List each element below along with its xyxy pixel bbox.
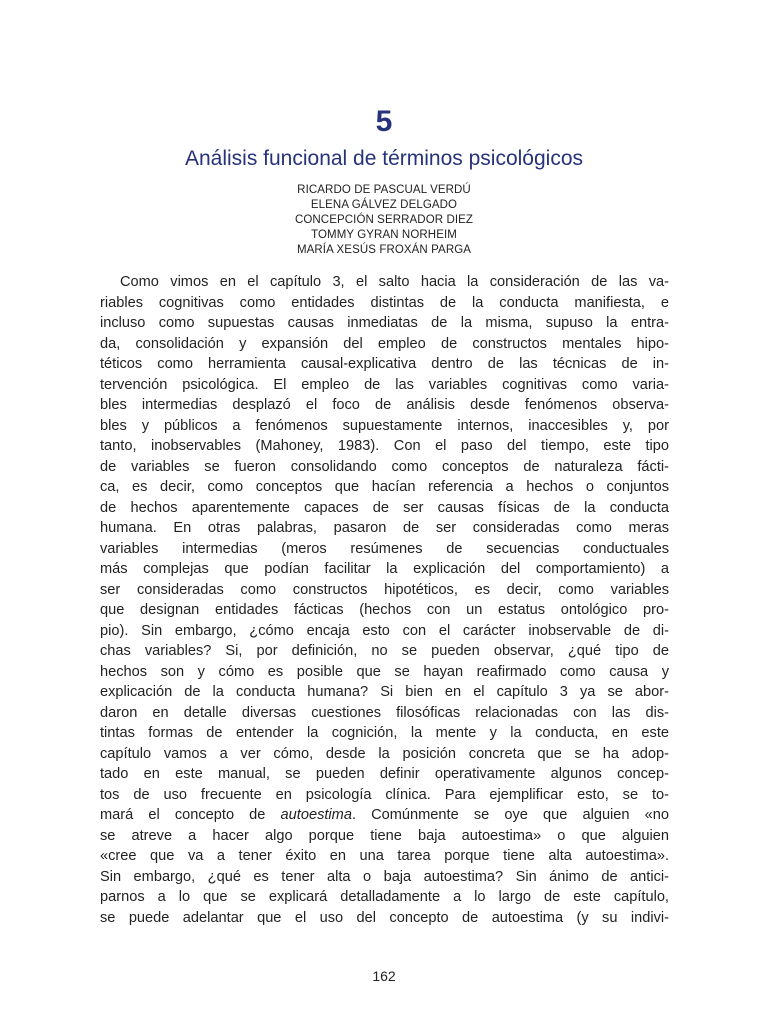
text-line: tos de uso frecuente en psicología clínica. Para ejemplificar esto, se to- xyxy=(100,786,669,803)
italic-term: autoestima xyxy=(280,807,352,823)
text-line: capítulo vamos a ver cómo, desde la posición concreta que se ha adop- xyxy=(100,745,669,762)
author-name: MARÍA XESÚS FROXÁN PARGA xyxy=(296,244,472,256)
text-line: se atreve a hacer algo porque tiene baja autoestima» o que alguien xyxy=(100,827,669,844)
text-line: humana. En otras palabras, pasaron de ser consideradas como meras xyxy=(100,520,669,536)
text-line: riables cognitivas como entidades distintas de la conducta manifiesta, e xyxy=(100,294,669,311)
text-line: bles y públicos a fenómenos supuestamente internos, inaccesibles y, por xyxy=(100,417,669,434)
text-line: chas variables? Si, por definición, no se pueden observar, ¿qué tipo de xyxy=(100,643,669,659)
text-line: ser consideradas como constructos hipotéticos, es decir, como variables xyxy=(100,581,669,598)
chapter-title: Análisis funcional de términos psicológicos xyxy=(184,147,584,170)
text-line: daron en detalle diversas cuestiones filosóficas relacionadas con las dis- xyxy=(100,704,669,721)
text-line: que designan entidades fácticas (hechos con un estatus ontológico pro- xyxy=(100,602,669,618)
text-line: hechos son y cómo es posible que se hayan reafirmado como causa y xyxy=(100,663,669,680)
chapter-number: 5 xyxy=(375,105,393,138)
text-run: mará el concepto de xyxy=(100,807,281,823)
text-line: explicación de la conducta humana? Si bien en el capítulo 3 ya se abor- xyxy=(100,684,669,700)
text-line: tintas formas de entender la cognición, la mente y la conducta, en este xyxy=(100,725,669,741)
text-line: de hechos aparentemente capaces de ser causas físicas de la conducta xyxy=(100,499,669,516)
text-line: pio). Sin embargo, ¿cómo encaja esto con el carácter inobservable de di- xyxy=(100,622,669,639)
page-number: 162 xyxy=(372,968,396,984)
text-line: variables intermedias (meros resúmenes de secuencias conductuales xyxy=(100,540,669,557)
text-line-with-italic xyxy=(100,805,669,826)
text-line: Como vimos en el capítulo 3, el salto hacia la consideración de las va- xyxy=(120,274,669,290)
text-line: téticos como herramienta causal-explicativa dentro de las técnicas de in- xyxy=(100,356,669,372)
author-name: RICARDO DE PASCUAL VERDÚ xyxy=(297,184,471,196)
text-line: incluso como supuestas causas inmediatas de la misma, supuso la entra- xyxy=(100,315,669,331)
text-line: tado en este manual, se pueden definir operativamente algunos concep- xyxy=(100,766,669,782)
author-name: ELENA GÁLVEZ DELGADO xyxy=(310,199,458,211)
text-run: . Comúnmente se oye que alguien «no xyxy=(351,807,669,823)
text-line: ca, es decir, como conceptos que hacían referencia a hechos o conjuntos xyxy=(100,479,669,495)
text-line: tanto, inobservables (Mahoney, 1983). Con el paso del tiempo, este tipo xyxy=(100,438,669,454)
text-line: Sin embargo, ¿qué es tener alta o baja autoestima? Sin ánimo de antici- xyxy=(100,868,669,885)
text-line: más complejas que podían facilitar la explicación del comportamiento) a xyxy=(100,561,669,577)
text-line: se puede adelantar que el uso del concepto de autoestima (y su indivi- xyxy=(100,909,669,926)
author-name: TOMMY GYRAN NORHEIM xyxy=(311,229,457,241)
author-name: CONCEPCIÓN SERRADOR DIEZ xyxy=(294,214,474,226)
text-line: da, consolidación y expansión del empleo de constructos mentales hipo- xyxy=(100,335,669,352)
text-line: tervención psicológica. El empleo de las variables cognitivas como varia- xyxy=(100,376,669,393)
text-line: «cree que va a tener éxito en una tarea porque tiene alta autoestima». xyxy=(100,848,669,864)
text-line: bles intermedias desplazó el foco de análisis desde fenómenos observa- xyxy=(100,397,669,413)
author-list xyxy=(0,183,768,258)
text-line: parnos a lo que se explicará detalladamente a lo largo de este capítulo, xyxy=(100,889,669,905)
body-paragraph xyxy=(100,272,669,928)
text-line: de variables se fueron consolidando como conceptos de naturaleza fácti- xyxy=(100,458,669,475)
